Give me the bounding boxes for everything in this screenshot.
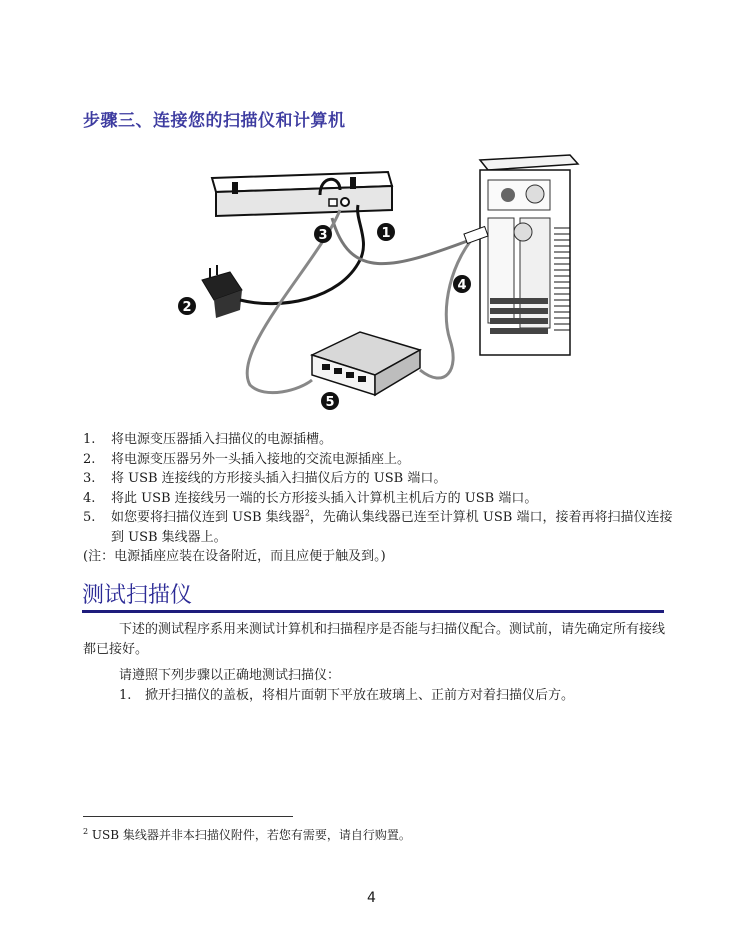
step-number: 4. [83, 490, 96, 506]
step-number: 5. [83, 510, 96, 525]
connection-diagram [170, 150, 590, 415]
test-section-body [83, 620, 665, 706]
step-number: 2. [83, 451, 96, 467]
step-number: 1. [119, 688, 132, 703]
step-text: 将 USB 连接线的方形接头插入扫描仪后方的 USB 端口。 [111, 471, 447, 486]
footnote-reference[interactable]: 2 [304, 508, 310, 518]
step-number: 3. [83, 471, 96, 486]
section-heading: 步骤三、连接您的扫描仪和计算机 [83, 111, 346, 131]
svg-text:3: 3 [318, 228, 328, 243]
step-text-continued: ，先确认集线器已连至计算机 USB 端口，接着再将扫描仪连接到 USB 集线器上。 [111, 510, 673, 545]
list-item [83, 508, 673, 547]
callout-marker-4 [453, 275, 471, 293]
footnote-mark: 2 [83, 827, 89, 836]
usb-cable-hub-computer [420, 230, 480, 378]
list-item [83, 469, 673, 489]
svg-text:5: 5 [325, 395, 335, 410]
power-adapter-illustration [202, 265, 242, 318]
footnote-divider [83, 816, 293, 817]
step-text: 将此 USB 连接线另一端的长方形接头插入计算机主机后方的 USB 端口。 [111, 490, 538, 506]
step-text: 将电源变压器另外一头插入接地的交流电源插座上。 [111, 451, 411, 467]
page-number: 4 [367, 890, 376, 906]
list-item [83, 489, 673, 509]
note-text: (注：电源插座应装在设备附近，而且应便于触及到。) [83, 549, 386, 564]
heading-rule [82, 610, 664, 613]
list-item [83, 686, 665, 706]
svg-text:4: 4 [457, 278, 467, 293]
callout-marker-2 [178, 297, 196, 315]
list-item [83, 430, 673, 450]
usb-cable-to-computer [332, 218, 470, 264]
step-number: 1. [83, 432, 96, 447]
scanner-illustration [212, 172, 392, 216]
svg-text:1: 1 [381, 226, 391, 241]
svg-text:2: 2 [182, 300, 192, 315]
list-item [83, 450, 673, 470]
callout-marker-1 [377, 223, 395, 241]
test-intro-paragraph: 下述的测试程序系用来测试计算机和扫描程序是否能与扫描仪配合。测试前，请先确定所有接线都已接好。 [83, 622, 666, 657]
computer-tower-illustration [480, 155, 578, 355]
step-text: 掀开扫描仪的盖板，将相片面朝下平放在玻璃上、正前方对着扫描仪后方。 [145, 688, 575, 703]
power-cable [240, 205, 363, 304]
connection-steps-list [83, 430, 673, 567]
step-text: 如您要将扫描仪连到 USB 集线器 [111, 510, 305, 525]
test-scanner-heading: 测试扫描仪 [82, 583, 193, 608]
step-text: 将电源变压器插入扫描仪的电源插槽。 [111, 432, 333, 447]
callout-marker-3 [314, 225, 332, 243]
callout-marker-5 [321, 392, 339, 410]
usb-hub-illustration [312, 332, 420, 395]
footnote-text: USB 集线器并非本扫描仪附件，若您有需要，请自行购置。 [91, 828, 411, 842]
test-instruction-paragraph: 请遵照下列步骤以正确地测试扫描仪： [119, 668, 341, 683]
footnote [83, 826, 411, 843]
